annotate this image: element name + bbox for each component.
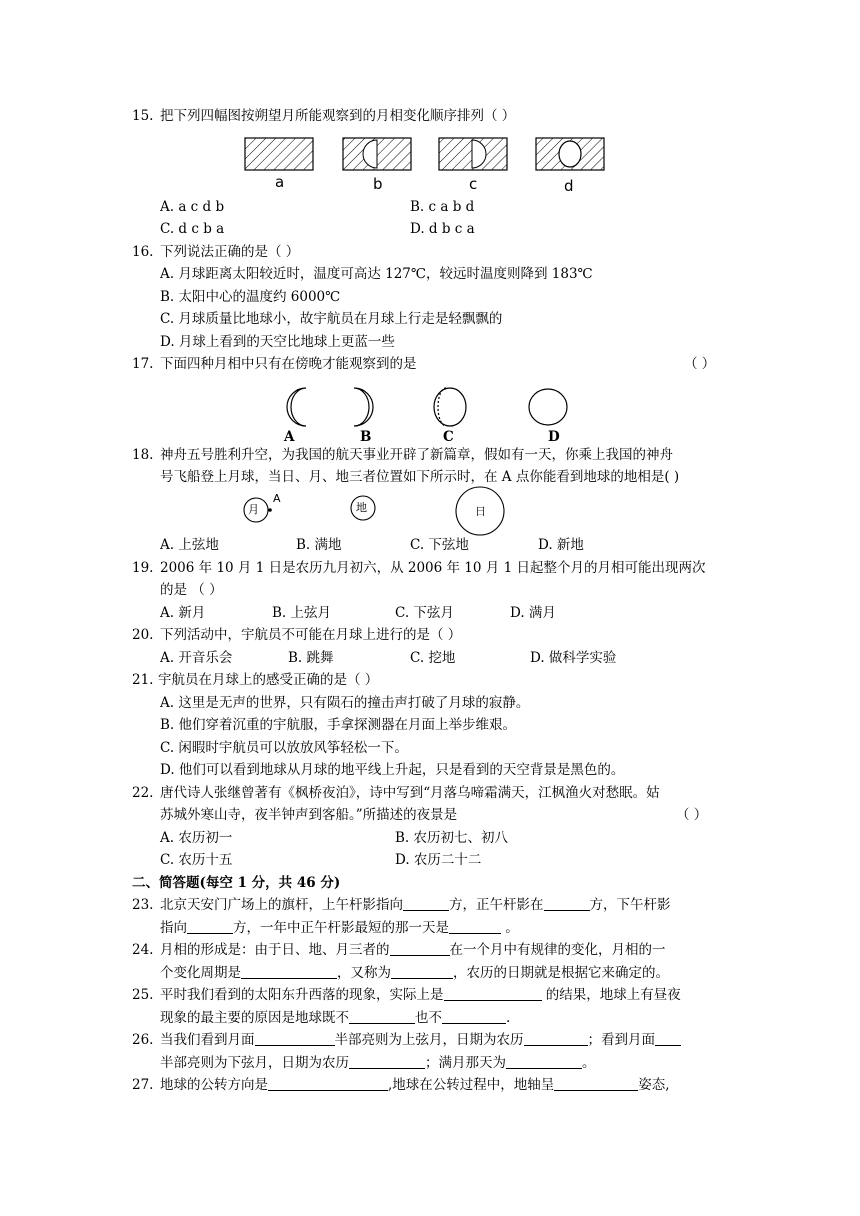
question-line1 bbox=[160, 985, 681, 1005]
figure-d-full bbox=[529, 389, 567, 425]
text-segment: ；看到月面 bbox=[587, 1032, 655, 1048]
answer-paren[interactable]: （ ） bbox=[684, 356, 716, 372]
question-text: 下面四种月相中只有在傍晚才能观察到的是 bbox=[160, 356, 417, 372]
option-c[interactable]: C. 月球质量比地球小，故宇航员在月球上行走是轻飘飘的 bbox=[160, 311, 503, 327]
point-a-label: A bbox=[273, 492, 281, 505]
text-segment: 姿态, bbox=[638, 1077, 670, 1093]
text-segment: 也不 bbox=[415, 1010, 442, 1026]
section-title: 二、简答题(每空 1 分，共 46 分) bbox=[132, 875, 341, 891]
text-segment: 平时我们看到的太阳东升西落的现象，实际上是 bbox=[160, 987, 444, 1003]
option-c[interactable]: C. 闲暇时宇航员可以放放风筝轻松一下。 bbox=[160, 740, 408, 756]
text-segment: 半部亮则为上弦月，日期为农历 bbox=[334, 1032, 524, 1048]
answer-blank[interactable] bbox=[349, 1054, 425, 1069]
figure-label-b: B bbox=[360, 429, 372, 445]
figure-label-b: b bbox=[373, 175, 383, 193]
question-number: 15. bbox=[132, 108, 154, 124]
figure-a-box bbox=[245, 138, 313, 170]
option-a[interactable]: A. 月球距离太阳较近时，温度可高达 127℃，较远时温度则降到 183℃ bbox=[160, 266, 593, 282]
option-a[interactable]: A. a c d b bbox=[160, 199, 225, 215]
question-line2 bbox=[160, 1053, 596, 1073]
text-segment: 方，一年中正午杆影最短的那一天是 bbox=[233, 920, 449, 936]
figure-label-a: A bbox=[284, 429, 295, 445]
text-segment: 。 bbox=[582, 1055, 596, 1071]
answer-blank[interactable] bbox=[268, 1076, 388, 1091]
text-segment: 的结果，地球上有昼夜 bbox=[541, 987, 681, 1003]
question-text-line2: 苏城外寒山寺，夜半钟声到客船。”所描述的夜景是 bbox=[160, 807, 458, 823]
question-number: 22. bbox=[132, 785, 154, 801]
figure-a-crescent bbox=[287, 388, 306, 426]
option-d[interactable]: D. 新地 bbox=[538, 537, 584, 553]
question-line2 bbox=[160, 963, 669, 983]
option-a[interactable]: A. 农历初一 bbox=[160, 830, 233, 846]
text-segment: 月相的形成是：由于日、地、月三者的 bbox=[160, 942, 390, 958]
question-line2 bbox=[160, 918, 519, 938]
figure-d-full-moon bbox=[559, 141, 581, 167]
option-d[interactable]: D. 满月 bbox=[510, 605, 556, 621]
text-segment: ,地球在公转过程中，地轴呈 bbox=[388, 1077, 555, 1093]
text-segment: 方，正午杆影在 bbox=[449, 897, 544, 913]
text-segment: 半部亮则为下弦月，日期为农历 bbox=[160, 1055, 349, 1071]
question-line1 bbox=[160, 895, 671, 915]
question-number: 16. bbox=[132, 244, 154, 260]
option-a[interactable]: A. 这里是无声的世界，只有陨石的撞击声打破了月球的寂静。 bbox=[160, 695, 530, 711]
text-segment: 方，下午杆影 bbox=[589, 897, 671, 913]
answer-blank[interactable] bbox=[655, 1031, 681, 1046]
question-number: 24. bbox=[132, 942, 154, 958]
option-b[interactable]: B. c a b d bbox=[410, 199, 475, 215]
option-b[interactable]: B. 农历初七、初八 bbox=[395, 830, 509, 846]
question-text: 下列活动中，宇航员不可能在月球上进行的是（ ） bbox=[160, 627, 462, 643]
earth-label: 地 bbox=[356, 501, 367, 514]
moon-label: 月 bbox=[248, 503, 259, 516]
figure-c-gibbous bbox=[434, 388, 466, 426]
question-text-line2: 的是 （ ） bbox=[160, 582, 223, 598]
option-d[interactable]: D. d b c a bbox=[410, 221, 475, 237]
answer-blank[interactable] bbox=[255, 1031, 335, 1046]
answer-blank[interactable] bbox=[187, 919, 233, 934]
answer-blank[interactable] bbox=[349, 1009, 415, 1024]
answer-blank[interactable] bbox=[524, 1031, 588, 1046]
moon-phase-hatched-figures bbox=[240, 134, 620, 194]
question-text-line1: 2006 年 10 月 1 日是农历九月初六，从 2006 年 10 月 1 日起整个月的月相可能出现两次 bbox=[160, 560, 706, 576]
text-segment: 。 bbox=[501, 920, 519, 936]
point-a-dot bbox=[268, 508, 272, 512]
text-segment: 北京天安门广场上的旗杆，上午杆影指向 bbox=[160, 897, 403, 913]
figure-label-c: c bbox=[469, 175, 478, 193]
question-number: 19. bbox=[132, 560, 154, 576]
option-d[interactable]: D. 农历二十二 bbox=[395, 852, 482, 868]
question-text: 把下列四幅图按朔望月所能观察到的月相变化顺序排列（ ） bbox=[160, 108, 516, 124]
figure-label-a: a bbox=[275, 173, 285, 191]
option-b[interactable]: B. 他们穿着沉重的宇航服，手拿探测器在月面上举步维艰。 bbox=[160, 717, 517, 733]
answer-blank[interactable] bbox=[442, 1009, 506, 1024]
question-text: 下列说法正确的是（ ） bbox=[160, 244, 300, 260]
question-line1 bbox=[160, 1075, 670, 1095]
figure-label-d: d bbox=[564, 177, 574, 195]
answer-blank[interactable] bbox=[444, 986, 542, 1001]
option-b[interactable]: B. 太阳中心的温度约 6000℃ bbox=[160, 289, 341, 305]
question-text: 宇航员在月球上的感受正确的是（ ） bbox=[158, 672, 379, 688]
text-segment: 个变化周期是 bbox=[160, 965, 241, 981]
answer-blank[interactable] bbox=[241, 964, 337, 979]
moon-phase-outline-figures bbox=[270, 384, 590, 430]
option-c[interactable]: C. 农历十五 bbox=[160, 852, 233, 868]
answer-blank[interactable] bbox=[544, 896, 590, 911]
question-line1 bbox=[160, 1030, 681, 1050]
text-segment: 指向 bbox=[160, 920, 187, 936]
answer-blank[interactable] bbox=[390, 941, 450, 956]
question-number: 26. bbox=[132, 1032, 154, 1048]
text-segment: 在一个月中有规律的变化，月相的一 bbox=[449, 942, 666, 958]
option-a[interactable]: A. 新月 bbox=[160, 605, 206, 621]
option-d[interactable]: D. 月球上看到的天空比地球上更蓝一些 bbox=[160, 334, 395, 350]
answer-blank[interactable] bbox=[391, 964, 453, 979]
option-d[interactable]: D. 他们可以看到地球从月球的地平线上升起，只是看到的天空背景是黑色的。 bbox=[160, 762, 625, 778]
text-segment: . bbox=[506, 1010, 511, 1026]
question-number: 27. bbox=[132, 1077, 154, 1093]
question-number: 18. bbox=[132, 447, 154, 463]
question-line1 bbox=[160, 940, 666, 960]
answer-blank[interactable] bbox=[554, 1076, 638, 1091]
option-c[interactable]: C. 挖地 bbox=[410, 650, 456, 666]
answer-blank[interactable] bbox=[449, 919, 501, 934]
question-number: 21. bbox=[132, 672, 154, 688]
question-line2 bbox=[160, 1008, 510, 1028]
question-text-line2: 号飞船登上月球，当日、月、地三者位置如下所示时，在 A 点你能看到地球的地相是( ) bbox=[160, 469, 680, 485]
question-text-line1: 唐代诗人张继曾著有《枫桥夜泊》，诗中写到“月落乌啼霜满天，江枫渔火对愁眠。姑 bbox=[160, 785, 660, 801]
option-c[interactable]: C. 下弦月 bbox=[395, 605, 454, 621]
option-d[interactable]: D. 做科学实验 bbox=[530, 650, 617, 666]
option-b[interactable]: B. 满地 bbox=[296, 537, 342, 553]
figure-b-crescent bbox=[354, 388, 373, 426]
option-a[interactable]: A. 上弦地 bbox=[160, 537, 219, 553]
option-b[interactable]: B. 跳舞 bbox=[288, 650, 334, 666]
question-number: 25. bbox=[132, 987, 154, 1003]
question-number: 17. bbox=[132, 356, 154, 372]
text-segment: ，又称为 bbox=[337, 965, 391, 981]
text-segment: ，农历的日期就是根据它来确定的。 bbox=[453, 965, 669, 981]
answer-paren[interactable]: （ ） bbox=[676, 807, 708, 823]
option-a[interactable]: A. 开音乐会 bbox=[160, 650, 233, 666]
option-b[interactable]: B. 上弦月 bbox=[272, 605, 332, 621]
option-c[interactable]: C. d c b a bbox=[160, 221, 225, 237]
text-segment: 现象的最主要的原因是地球既不 bbox=[160, 1010, 349, 1026]
text-segment: 地球的公转方向是 bbox=[160, 1077, 268, 1093]
question-text-line1: 神舟五号胜利升空，为我国的航天事业开辟了新篇章，假如有一天，你乘上我国的神舟 bbox=[160, 447, 673, 463]
answer-blank[interactable] bbox=[506, 1054, 582, 1069]
text-segment: 当我们看到月面 bbox=[160, 1032, 255, 1048]
answer-blank[interactable] bbox=[403, 896, 449, 911]
sun-label: 日 bbox=[475, 505, 486, 518]
figure-label-d: D bbox=[548, 429, 560, 445]
figure-label-c: C bbox=[443, 429, 454, 445]
option-c[interactable]: C. 下弦地 bbox=[410, 537, 469, 553]
question-number: 23. bbox=[132, 897, 154, 913]
text-segment: ；满月那天为 bbox=[425, 1055, 506, 1071]
question-number: 20. bbox=[132, 627, 154, 643]
